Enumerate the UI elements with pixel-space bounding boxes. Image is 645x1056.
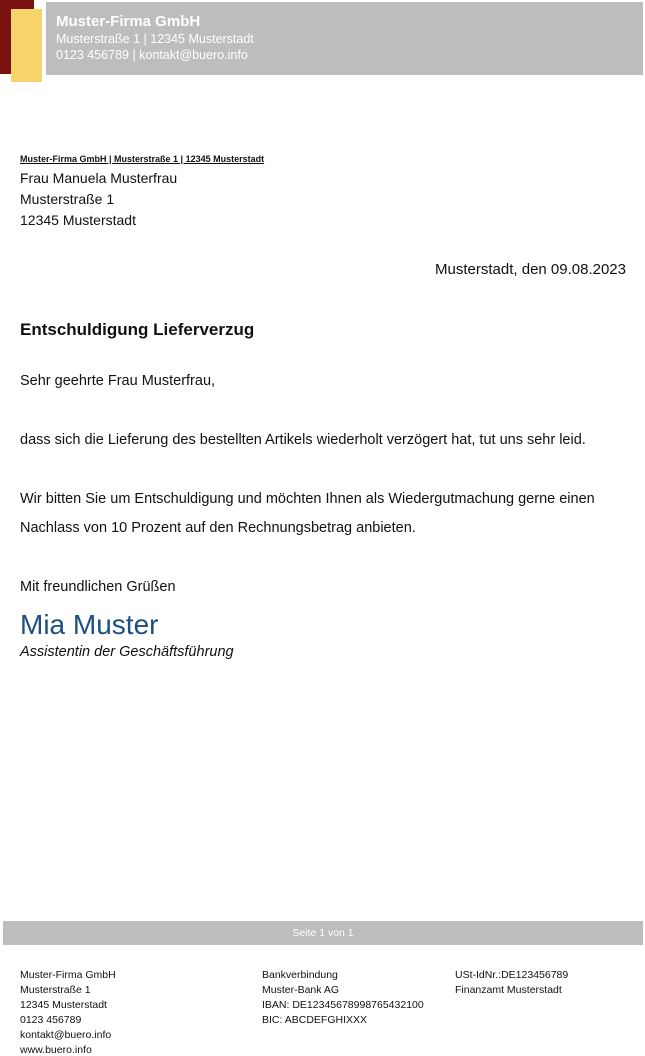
footer-iban: IBAN: DE12345678998765432100 (262, 999, 424, 1011)
footer-street: Musterstraße 1 (20, 984, 91, 996)
footer-website: www.buero.info (20, 1044, 92, 1056)
letterhead-address: Musterstraße 1 | 12345 Musterstadt (56, 32, 254, 46)
footer-tax-column (455, 968, 568, 998)
signer-role: Assistentin der Geschäftsführung (20, 644, 234, 660)
signature: Mia Muster (20, 609, 159, 640)
footer-phone: 0123 456789 (20, 1014, 82, 1026)
closing: Mit freundlichen Grüßen (20, 579, 176, 595)
body-paragraph-2: Wir bitten Sie um Entschuldigung und möchten Ihnen als Wiedergutmachung gerne einen Nachlass von 10 Prozent auf den Rechnungsbetrag anbieten. (20, 491, 595, 536)
recipient-city: 12345 Musterstadt (20, 212, 136, 228)
footer-bic: BIC: ABCDEFGHIXXX (262, 1014, 368, 1026)
footer-email: kontakt@buero.info (20, 1029, 112, 1041)
sender-return-line: Muster-Firma GmbH | Musterstraße 1 | 12345 Musterstadt (20, 154, 265, 164)
body-paragraph-1: dass sich die Lieferung des bestellten Artikels wiederholt verzögert hat, tut uns sehr leid. (20, 432, 586, 448)
recipient-name: Frau Manuela Musterfrau (20, 170, 178, 186)
footer-city: 12345 Musterstadt (20, 999, 107, 1011)
page-indicator: Seite 1 von 1 (3, 921, 643, 945)
recipient-address (20, 168, 177, 231)
footer-tax-office: Finanzamt Musterstadt (455, 984, 562, 996)
letter-date: Musterstadt, den 09.08.2023 (435, 261, 626, 278)
logo-light-block (11, 9, 42, 82)
letterhead-company: Muster-Firma GmbH (56, 13, 201, 30)
recipient-street: Musterstraße 1 (20, 191, 115, 207)
letterhead-contact: 0123 456789 | kontakt@buero.info (56, 48, 248, 62)
footer-bank-heading: Bankverbindung (262, 969, 338, 981)
footer-company-column (20, 968, 116, 1056)
footer-company: Muster-Firma GmbH (20, 969, 116, 981)
footer-bank-name: Muster-Bank AG (262, 984, 340, 996)
salutation: Sehr geehrte Frau Musterfrau, (20, 373, 216, 389)
letter-subject: Entschuldigung Lieferverzug (20, 320, 255, 339)
footer-bank-column (262, 968, 424, 1028)
footer-vat-id: USt-IdNr.:DE123456789 (455, 969, 569, 981)
letterhead (46, 2, 643, 75)
